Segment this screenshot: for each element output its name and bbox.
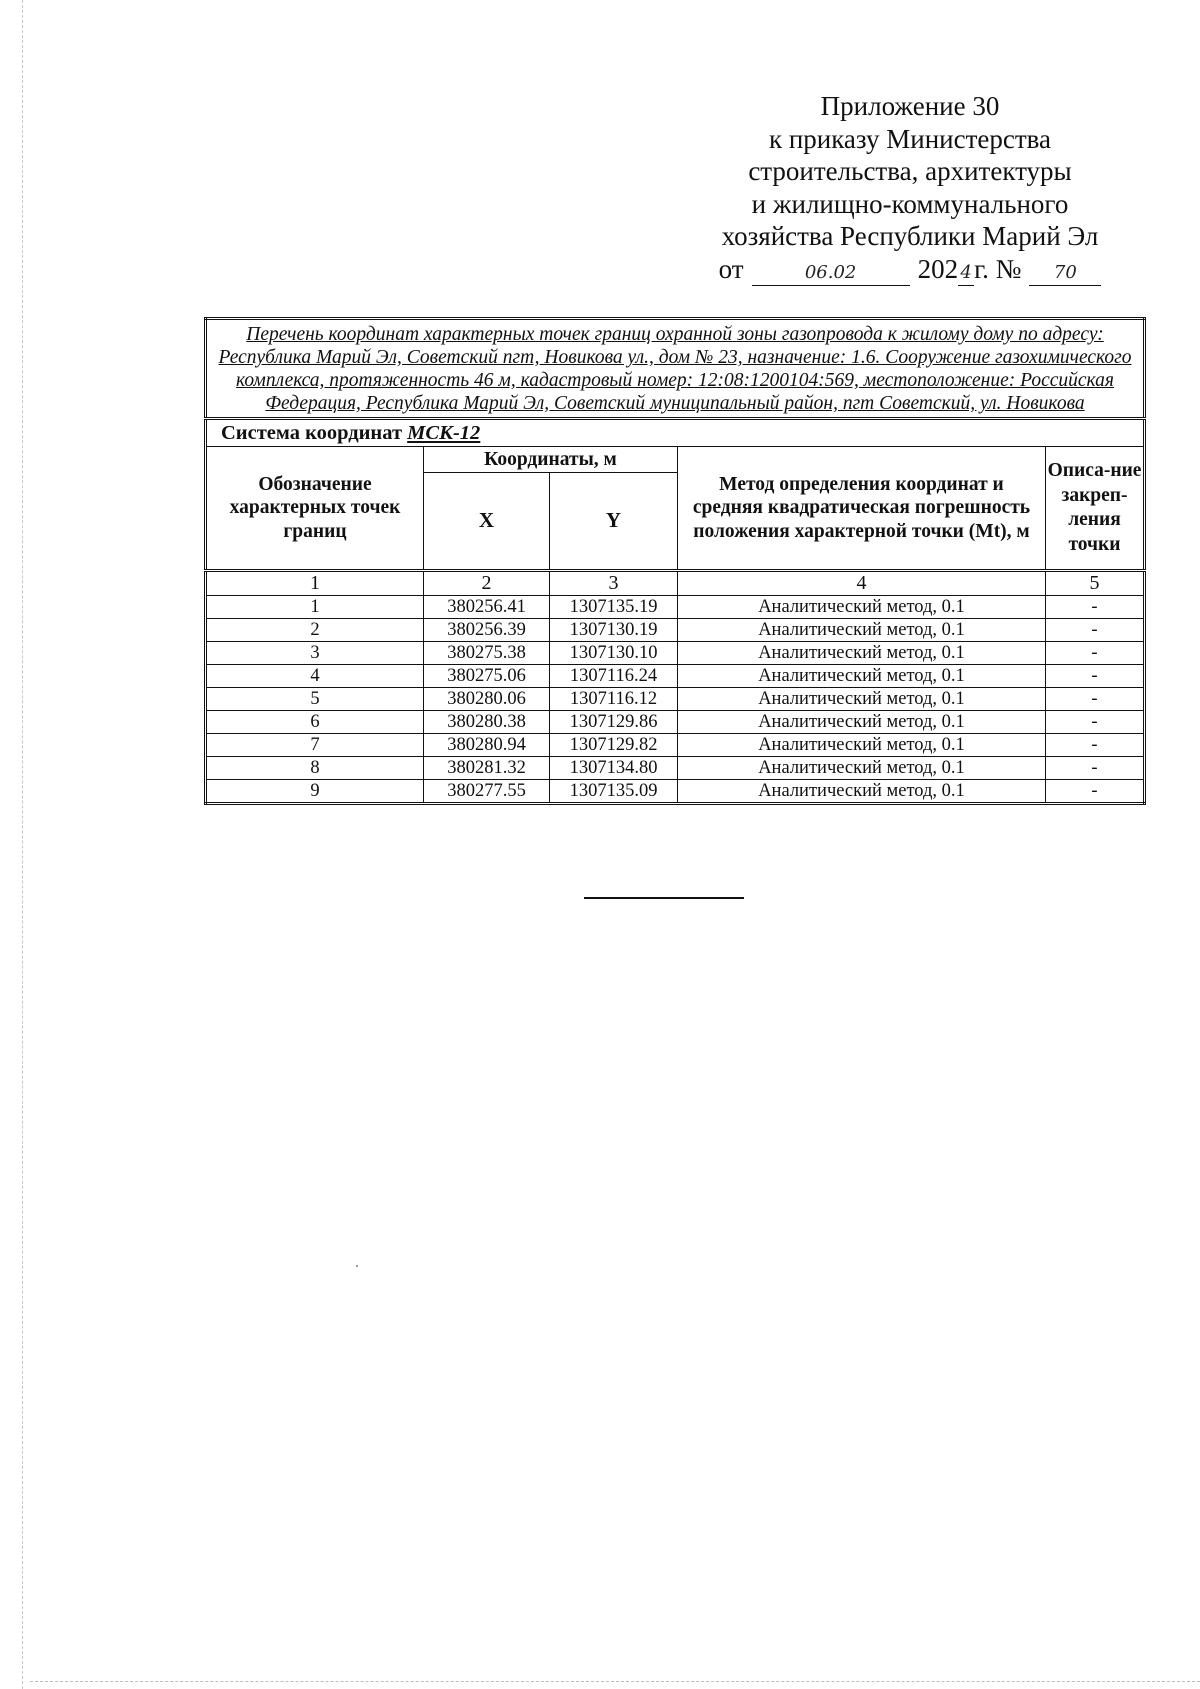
cell-point: 4 (206, 665, 424, 688)
header-point-label: Обозначение характерных точек границ (206, 447, 424, 571)
cell-x: 380280.06 (424, 688, 550, 711)
cell-point: 1 (206, 596, 424, 619)
cell-description: - (1046, 688, 1145, 711)
scan-speck (356, 1265, 358, 1267)
header-x: X (424, 473, 550, 571)
table-title: Перечень координат характерных точек границ охранной зоны газопровода к жилому дому по адресу: Республика Марий Эл, Советский пгт, Новикова ул., дом № 23, назначение: 1.6. Сооружение газохимического комплекса, протяженность 46 м, кадастровый номер: 12:08:1200104:569, местоположение: Российская Федерация, Республика Марий Эл, Советский муниципальный район, пгт Советский, ул. Новикова (206, 319, 1145, 419)
column-number: 3 (550, 571, 678, 596)
cell-x: 380275.06 (424, 665, 550, 688)
cell-method: Аналитический метод, 0.1 (678, 688, 1046, 711)
handwritten-year-digit: 4 (958, 261, 974, 286)
cell-method: Аналитический метод, 0.1 (678, 619, 1046, 642)
cell-description: - (1046, 596, 1145, 619)
cell-point: 9 (206, 780, 424, 804)
cell-point: 3 (206, 642, 424, 665)
cell-point: 8 (206, 757, 424, 780)
approval-line-4: и жилищно-коммунального (751, 188, 1069, 219)
cell-method: Аналитический метод, 0.1 (678, 665, 1046, 688)
approval-line-2: к приказу Министерства (768, 123, 1052, 154)
table-row (206, 665, 1145, 688)
coordinates-table (204, 317, 1146, 805)
cell-description: - (1046, 665, 1145, 688)
cell-method: Аналитический метод, 0.1 (678, 734, 1046, 757)
column-numbers-row (206, 571, 1145, 596)
table-row (206, 642, 1145, 665)
cell-point: 5 (206, 688, 424, 711)
cell-method: Аналитический метод, 0.1 (678, 711, 1046, 734)
table-row (206, 780, 1145, 804)
cell-y: 1307134.80 (550, 757, 678, 780)
header-y: Y (550, 473, 678, 571)
cell-x: 380256.39 (424, 619, 550, 642)
cell-y: 1307116.12 (550, 688, 678, 711)
table-row (206, 619, 1145, 642)
table-row (206, 734, 1145, 757)
cell-point: 7 (206, 734, 424, 757)
header-coordinates: Координаты, м (424, 447, 678, 473)
cell-y: 1307135.09 (550, 780, 678, 804)
cell-x: 380281.32 (424, 757, 550, 780)
scan-edge-bottom (30, 1681, 1200, 1682)
cell-x: 380275.38 (424, 642, 550, 665)
cell-description: - (1046, 711, 1145, 734)
column-number: 1 (206, 571, 424, 596)
cell-y: 1307135.19 (550, 596, 678, 619)
table-row (206, 688, 1145, 711)
column-number: 4 (678, 571, 1046, 596)
approval-line-5: хозяйства Республики Марий Эл (721, 221, 1099, 251)
cell-y: 1307129.86 (550, 711, 678, 734)
cell-x: 380280.94 (424, 734, 550, 757)
cell-y: 1307130.19 (550, 619, 678, 642)
handwritten-order-number: 70 (1029, 261, 1101, 286)
column-number: 5 (1046, 571, 1145, 596)
cell-method: Аналитический метод, 0.1 (678, 757, 1046, 780)
cell-point: 6 (206, 711, 424, 734)
cell-method: Аналитический метод, 0.1 (678, 780, 1046, 804)
cell-description: - (1046, 642, 1145, 665)
closing-rule (584, 897, 744, 899)
table-row (206, 757, 1145, 780)
approval-line-3: строительства, архитектуры (748, 156, 1072, 186)
cell-y: 1307129.82 (550, 734, 678, 757)
cell-description: - (1046, 619, 1145, 642)
table-row (206, 711, 1145, 734)
cell-y: 1307116.24 (550, 665, 678, 688)
approval-line-1: Приложение 30 (820, 91, 1000, 121)
cell-point: 2 (206, 619, 424, 642)
coordinate-system-value: МСК-12 (407, 421, 481, 444)
table-row (206, 596, 1145, 619)
header-description: Описа-ние закреп-ления точки (1046, 447, 1145, 571)
from-label: от (718, 253, 744, 284)
cell-method: Аналитический метод, 0.1 (678, 596, 1046, 619)
year-prefix: 202 4г. № (917, 253, 1022, 284)
order-date-line (690, 253, 1130, 286)
column-number: 2 (424, 571, 550, 596)
coordinate-system-label: Система координат (221, 421, 403, 444)
cell-y: 1307130.10 (550, 642, 678, 665)
cell-method: Аналитический метод, 0.1 (678, 642, 1046, 665)
handwritten-date: 06.02 (752, 261, 910, 286)
scan-edge-left (22, 0, 23, 1689)
cell-description: - (1046, 757, 1145, 780)
header-method: Метод определения координат и средняя квадратическая погрешность положения характерной точки (Mt), м (678, 447, 1046, 571)
cell-x: 380280.38 (424, 711, 550, 734)
approval-block (690, 90, 1130, 286)
cell-x: 380256.41 (424, 596, 550, 619)
cell-x: 380277.55 (424, 780, 550, 804)
cell-description: - (1046, 734, 1145, 757)
coordinate-system-row (206, 419, 1145, 447)
cell-description: - (1046, 780, 1145, 804)
